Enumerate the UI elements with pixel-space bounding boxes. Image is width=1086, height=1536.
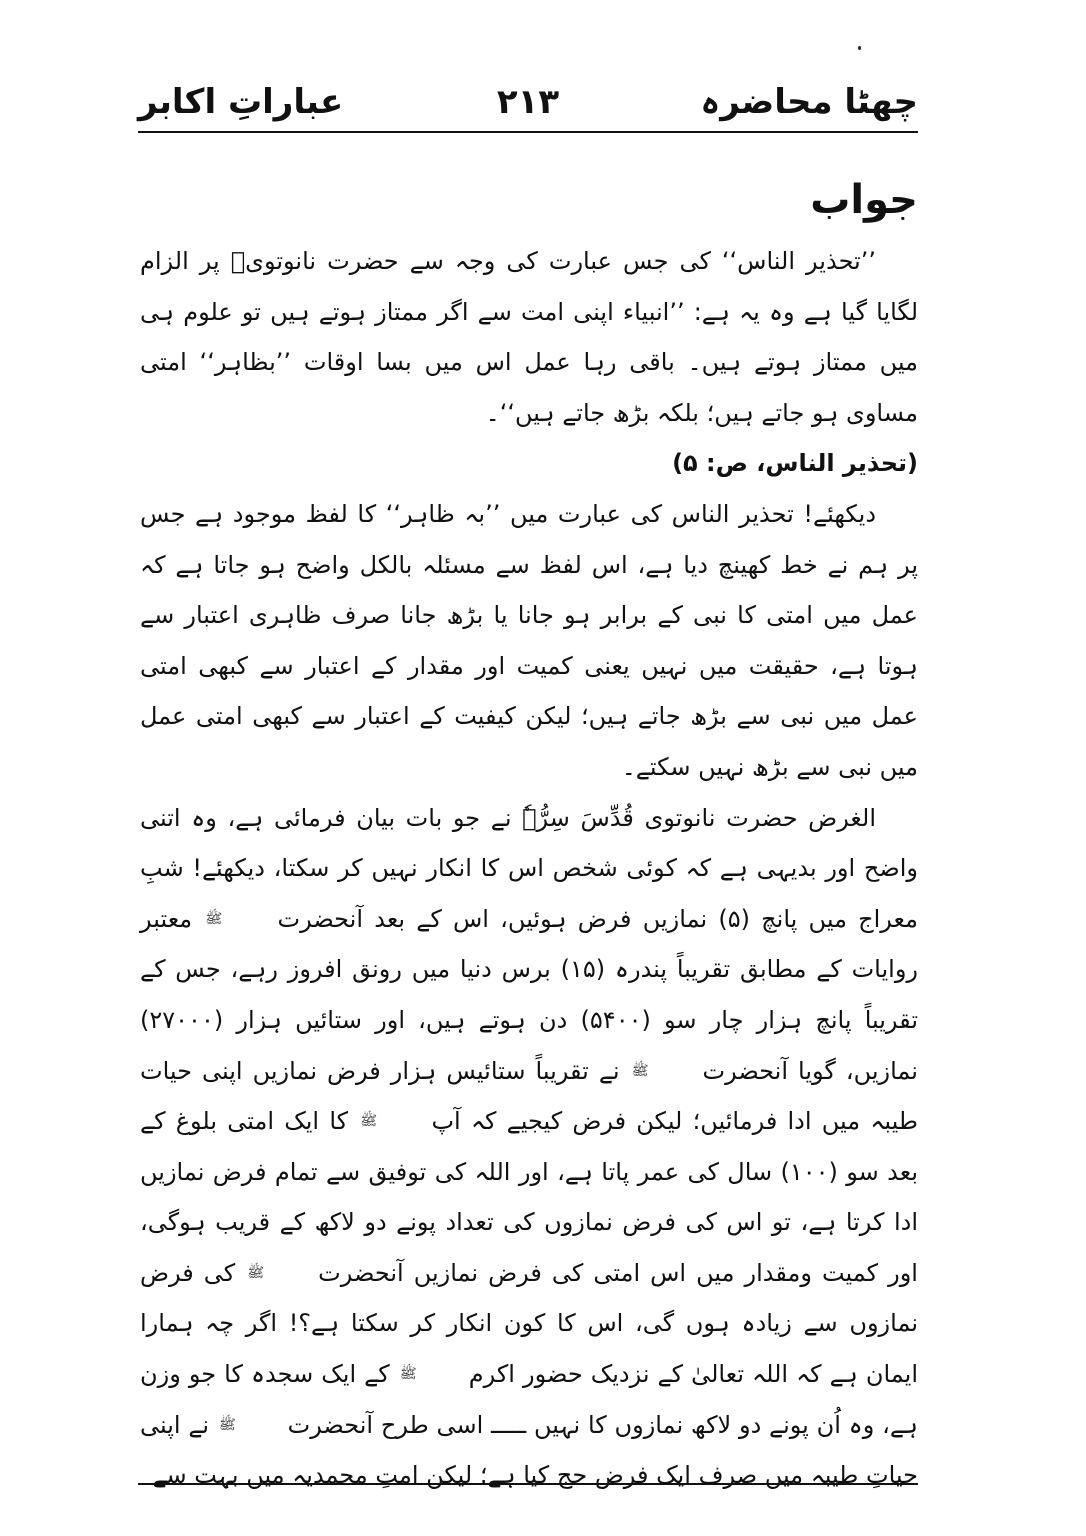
honorific-salawat: ﷺ bbox=[218, 1416, 236, 1433]
paragraph-text: کے ایک سجدہ کا جو وزن ہے، وہ اُن پونے دو لاکھ نمازوں کا نہیں ـــــ اسی طرح آنحضرت bbox=[140, 1360, 918, 1439]
honorific-salawat: ﷺ bbox=[399, 1366, 417, 1383]
paragraph-text: کی فرض نمازوں سے زیادہ ہوں گی، اس کا کون انکار کر سکتا ہے؟! اگر چہ ہمارا ایمان ہے کہ اللہ تعالیٰ کے نزدیک حضور اکرم bbox=[140, 1258, 919, 1389]
paragraph-text: کا ایک امتی بلوغ کے بعد سو (۱۰۰) سال کی عمر پاتا ہے، اور اللہ کی توفیق سے تمام فرض نمازیں ادا کرتا ہے، تو اس کی فرض نمازوں کی تعداد پونے دو لاکھ کے قریب ہوگی، اور کمیت ومقدار میں اس امتی کی فرض نمازیں آنحضرت bbox=[140, 1107, 918, 1287]
header-chapter-title: چھٹا محاضرہ bbox=[700, 82, 918, 122]
section-heading: جواب bbox=[810, 177, 918, 223]
paragraph-text: الغرض حضرت نانوتوی قُدِّسَ سِرُّہٗ نے جو بات بیان فرمائی ہے، وہ اتنی واضح اور بدیہی ہے کہ کوئی شخص اس کا انکار نہیں کر سکتا، دیکھئے! شبِ معراج میں پانچ (۵) نمازیں فرض ہوئیں، اس کے بعد آنحضرت bbox=[140, 803, 918, 933]
footer-rule bbox=[138, 1483, 918, 1485]
paragraph-text: دیکھئے! تحذیر الناس کی عبارت میں ’’بہ ظاہر‘‘ کا لفظ موجود ہے جس پر ہم نے خط کھینچ دیا ہے، اس لفظ سے مسئلہ بالکل واضح ہو جاتا ہے کہ عمل میں امتی کا نبی کے برابر ہو جانا یا بڑھ جانا صرف ظاہری اعتبار سے ہوتا ہے، حقیقت میں نہیں یعنی کمیت اور مقدار کے اعتبار سے کبھی امتی عمل میں نبی سے بڑھ جاتے ہیں؛ لیکن کیفیت کے اعتبار سے کبھی امتی عمل میں نبی سے بڑھ نہیں سکتے۔ bbox=[140, 499, 918, 781]
honorific-salawat: ﷺ bbox=[631, 1062, 649, 1079]
honorific-salawat: ﷺ bbox=[360, 1113, 378, 1130]
paragraph-explanation bbox=[140, 489, 918, 793]
running-header bbox=[138, 78, 918, 128]
citation: (تحذیر الناس، ص: ۵) bbox=[672, 449, 918, 478]
paragraph-text: نے اپنی حیاتِ طیبہ میں صرف ایک فرض حج کیا ہے؛ لیکن امتِ محمدیہ میں بہت سے bbox=[140, 1410, 918, 1490]
honorific-salawat: ﷺ bbox=[247, 1264, 265, 1281]
page-number: ۲۱۳ bbox=[496, 82, 560, 122]
honorific-salawat: ﷺ bbox=[205, 910, 223, 927]
paragraph-text: معتبر روایات کے مطابق تقریباً پندرہ (۱۵) برس دنیا میں رونق افروز رہے، جس کے تقریباً پانچ ہزار چار سو (۵۴۰۰) دن ہوتے ہیں، اور ستائیں ہزار (۲۷۰۰۰) نمازیں، گویا آنحضرت bbox=[140, 904, 918, 1085]
header-rule bbox=[138, 131, 918, 133]
paragraph-text: ’’تحذیر الناس‘‘ کی جس عبارت کی وجہ سے حضرت نانوتویؒ پر الزام لگایا گیا ہے وہ یہ ہے: ’’انبیاء اپنی امت سے اگر ممتاز ہوتے ہیں تو علوم ہی میں ممتاز ہوتے ہیں۔ باقی رہا عمل اس میں بسا اوقات ’’بظاہر‘‘ امتی مساوی ہو جاتے ہیں؛ بلکہ بڑھ جاتے ہیں‘‘۔ bbox=[140, 247, 918, 427]
header-book-title: عباراتِ اکابر bbox=[138, 82, 344, 122]
page-body bbox=[140, 170, 918, 1501]
ink-speck bbox=[858, 46, 861, 50]
paragraph-quote bbox=[140, 236, 918, 438]
paragraph-text: نے تقریباً ستائیس ہزار فرض نمازیں اپنی حیات طیبہ میں ادا فرمائیں؛ لیکن فرض کیجیے کہ آپ bbox=[140, 1056, 918, 1136]
paragraph-argument bbox=[140, 793, 918, 1501]
